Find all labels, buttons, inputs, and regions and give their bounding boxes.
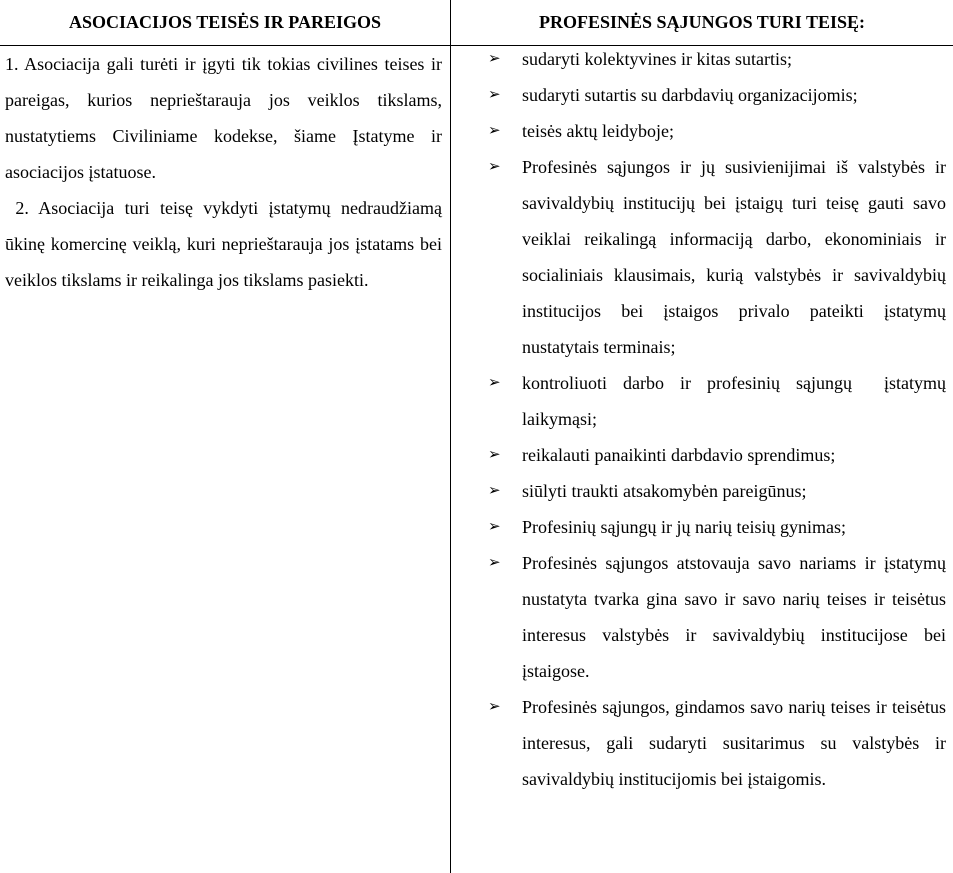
list-item-text: kontroliuoti darbo ir profesinių sąjungų įstatymų laikymąsi; [522,373,951,429]
list-item [488,149,946,365]
list-item [488,473,946,509]
list-item-text: teisės aktų leidyboje; [522,121,674,141]
list-item-text: reikalauti panaikinti darbdavio sprendimus; [522,445,836,465]
list-item-text: siūlyti traukti atsakomybėn pareigūnus; [522,481,807,501]
list-item [488,509,946,545]
list-item-text: Profesinės sąjungos, gindamos savo narių teises ir teisėtus interesus, gali sudaryti susitarimus su valstybės ir savivaldybių institucijomis bei įstaigomis. [522,697,946,789]
trade-union-rights-cell [488,41,951,797]
list-item [488,113,946,149]
arrow-bullet-icon: ➢ [488,375,501,391]
column-divider [450,0,451,873]
arrow-bullet-icon: ➢ [488,87,501,103]
left-column-header: ASOCIACIJOS TEISĖS IR PAREIGOS [69,12,381,32]
list-item [488,545,946,689]
list-item-text: Profesinės sąjungos atstovauja savo nariams ir įstatymų nustatyta tvarka gina savo ir savo narių teises ir teisėtus interesus valstybės ir savivaldybių institucijose bei įstaigose. [522,553,946,681]
arrow-bullet-icon: ➢ [488,51,501,67]
arrow-bullet-icon: ➢ [488,123,501,139]
list-item [488,365,951,437]
list-item [488,41,946,77]
list-item [488,689,946,797]
right-column-header: PROFESINĖS SĄJUNGOS TURI TEISĘ: [539,12,865,32]
arrow-bullet-icon: ➢ [488,519,501,535]
list-item-text: sudaryti kolektyvines ir kitas sutartis; [522,49,792,69]
arrow-bullet-icon: ➢ [488,483,501,499]
arrow-bullet-icon: ➢ [488,159,501,175]
arrow-bullet-icon: ➢ [488,555,501,571]
trade-union-rights-list [488,41,951,797]
association-rights-cell [5,46,447,298]
arrow-bullet-icon: ➢ [488,699,501,715]
association-paragraph-1: 1. Asociacija gali turėti ir įgyti tik tokias civilines teises ir pareigas, kurios neprieštarauja jos veiklos tikslams, nustatytiems Civiliniame kodekse, šiame Įstatyme ir asociacijos įstatuose. [5,54,442,182]
list-item-text: Profesinių sąjungų ir jų narių teisių gynimas; [522,517,846,537]
list-item-text: sudaryti sutartis su darbdavių organizacijomis; [522,85,858,105]
list-item-text: Profesinės sąjungos ir jų susivienijimai iš valstybės ir savivaldybių institucijų bei įstaigų turi teisę gauti savo veiklai reikalingą informaciją darbo, ekonominiais ir socialiniais klausimais, kurią valstybės ir savivaldybių institucijos bei įstaigos privalo pateikti įstatymų nustatytais terminais; [522,157,946,357]
arrow-bullet-icon: ➢ [488,447,501,463]
list-item [488,437,946,473]
list-item [488,77,946,113]
association-paragraph-2: 2. Asociacija turi teisę vykdyti įstatymų nedraudžiamą ūkinę komercinę veiklą, kuri neprieštarauja jos įstatams bei veiklos tikslams ir reikalinga jos tikslams pasiekti. [5,198,447,290]
